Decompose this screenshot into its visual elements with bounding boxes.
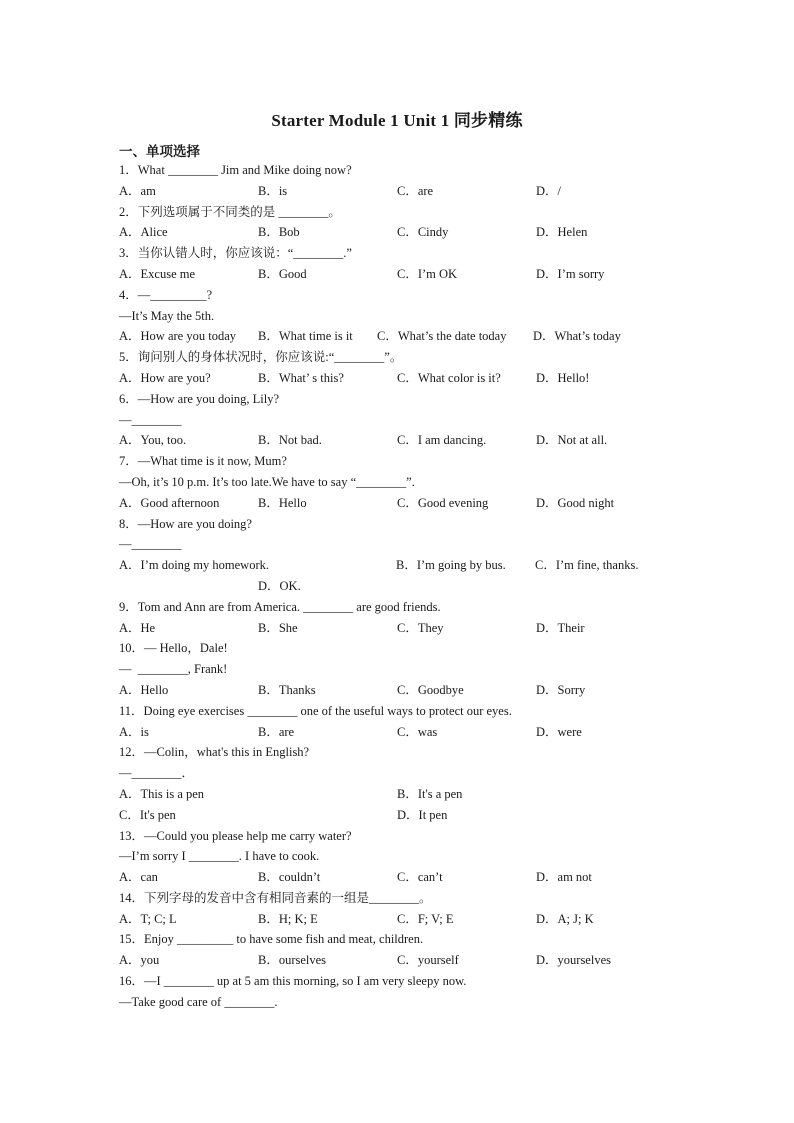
options-row <box>119 264 679 285</box>
option-c: C．Good evening <box>397 495 489 510</box>
question-stem: 12．—Colin，what's this in English? <box>119 745 310 760</box>
option-d: D．Not at all. <box>536 433 608 448</box>
options-row <box>119 326 679 347</box>
option-a: A．I’m doing my homework. <box>119 558 269 573</box>
option-d: D．yourselves <box>536 953 611 968</box>
option-c: C．I am dancing. <box>397 433 487 448</box>
question-stem: 15．Enjoy _________ to have some fish and meat, children. <box>119 932 424 947</box>
option-b: B．H; K; E <box>258 911 318 926</box>
option-c: C．are <box>397 183 434 198</box>
dialogue-line: —It’s May the 5th. <box>119 308 215 323</box>
option-b: B．couldn’t <box>258 870 321 885</box>
options-row <box>119 181 679 202</box>
option-a: A．He <box>119 620 156 635</box>
question-stem: 14．下列字母的发音中含有相同音素的一组是________。 <box>119 890 432 905</box>
options-row <box>119 722 679 743</box>
dialogue-line: —Take good care of ________. <box>119 994 278 1009</box>
option-c: C．F; V; E <box>397 911 454 926</box>
option-c: C．can’t <box>397 870 443 885</box>
options-row <box>119 805 679 826</box>
question-stem: 5．询问别人的身体状况时，你应该说:“________”。 <box>119 350 403 365</box>
option-d: D．Sorry <box>536 682 586 697</box>
option-c: C．What color is it? <box>397 370 501 385</box>
option-d: D．Helen <box>536 225 588 240</box>
option-d: D．am not <box>536 870 592 885</box>
option-d: D．I’m sorry <box>536 266 605 281</box>
page-title: Starter Module 1 Unit 1 同步精练 <box>271 111 523 130</box>
dialogue-line: —________ <box>119 412 182 427</box>
option-b: B．She <box>258 620 298 635</box>
options-row <box>119 222 679 243</box>
question-stem: 9．Tom and Ann are from America. ________ are good friends. <box>119 599 441 614</box>
option-b: B．Hello <box>258 495 307 510</box>
option-b: B．is <box>258 183 288 198</box>
option-d: D．Good night <box>536 495 615 510</box>
option-a: A．How are you today <box>119 329 236 344</box>
option-a: A．This is a pen <box>119 786 205 801</box>
option-d: D．/ <box>536 183 562 198</box>
option-c: C．yourself <box>397 953 459 968</box>
option-c: C．was <box>397 724 438 739</box>
option-b: B．What time is it <box>258 329 353 344</box>
option-b: B．What’ s this? <box>258 370 344 385</box>
option-b: B．I’m going by bus. <box>396 558 506 573</box>
options-row <box>119 909 679 930</box>
option-c: C．I’m fine, thanks. <box>535 558 639 573</box>
option-a: A．am <box>119 183 156 198</box>
dialogue-line: —I’m sorry I ________. I have to cook. <box>119 849 320 864</box>
question-stem: 16．—I ________ up at 5 am this morning, so I am very sleepy now. <box>119 974 467 989</box>
option-c: C．It's pen <box>119 807 176 822</box>
question-stem: 7．—What time is it now, Mum? <box>119 454 287 469</box>
option-c: C．What’s the date today <box>377 329 507 344</box>
option-b: B．It's a pen <box>397 786 463 801</box>
option-a: A．You, too. <box>119 433 187 448</box>
option-d: D．What’s today <box>533 329 621 344</box>
options-row <box>119 950 679 971</box>
option-a: A．can <box>119 870 158 885</box>
options-row <box>119 576 679 597</box>
option-c: C．I’m OK <box>397 266 458 281</box>
dialogue-line: —Oh, it’s 10 p.m. It’s too late.We have to say “________”. <box>119 474 415 489</box>
question-stem: 2．下列选项属于不同类的是 ________。 <box>119 204 341 219</box>
option-d: D．OK. <box>258 578 301 593</box>
section-heading: 一、单项选择 <box>119 144 200 159</box>
dialogue-line: —________ <box>119 537 182 552</box>
options-row <box>119 784 679 805</box>
options-row <box>119 618 679 639</box>
options-row <box>119 680 679 701</box>
option-b: B．Good <box>258 266 307 281</box>
option-d: D．were <box>536 724 582 739</box>
question-stem: 10．— Hello，Dale! <box>119 641 228 656</box>
option-a: A．Alice <box>119 225 168 240</box>
question-stem: 3．当你认错人时，你应该说：“________.” <box>119 246 352 261</box>
options-row <box>119 430 679 451</box>
option-a: A．Excuse me <box>119 266 196 281</box>
question-stem: 13．—Could you please help me carry water? <box>119 828 352 843</box>
options-row <box>119 555 679 576</box>
option-c: C．They <box>397 620 444 635</box>
option-a: A．Good afternoon <box>119 495 220 510</box>
option-b: B．Thanks <box>258 682 316 697</box>
option-a: A．How are you? <box>119 370 211 385</box>
option-d: D．It pen <box>397 807 448 822</box>
option-b: B．are <box>258 724 295 739</box>
question-list <box>119 160 679 1013</box>
option-b: B．ourselves <box>258 953 327 968</box>
option-a: A．is <box>119 724 149 739</box>
options-row <box>119 867 679 888</box>
option-c: C．Goodbye <box>397 682 464 697</box>
option-a: A．Hello <box>119 682 169 697</box>
question-stem: 4．—_________? <box>119 287 213 302</box>
question-stem: 11．Doing eye exercises ________ one of the useful ways to protect our eyes. <box>119 703 512 718</box>
options-row <box>119 493 679 514</box>
option-d: D．A; J; K <box>536 911 594 926</box>
option-a: A．T; C; L <box>119 911 177 926</box>
option-d: D．Hello! <box>536 370 590 385</box>
question-stem: 1．What ________ Jim and Mike doing now? <box>119 163 352 177</box>
option-c: C．Cindy <box>397 225 449 240</box>
option-b: B．Not bad. <box>258 433 322 448</box>
question-stem: 8．—How are you doing? <box>119 516 252 531</box>
options-row <box>119 368 679 389</box>
dialogue-line: — ________, Frank! <box>119 662 228 677</box>
option-a: A．you <box>119 953 160 968</box>
dialogue-line: —________． <box>119 766 195 781</box>
question-stem: 6．—How are you doing, Lily? <box>119 391 280 406</box>
option-b: B．Bob <box>258 225 300 240</box>
option-d: D．Their <box>536 620 585 635</box>
